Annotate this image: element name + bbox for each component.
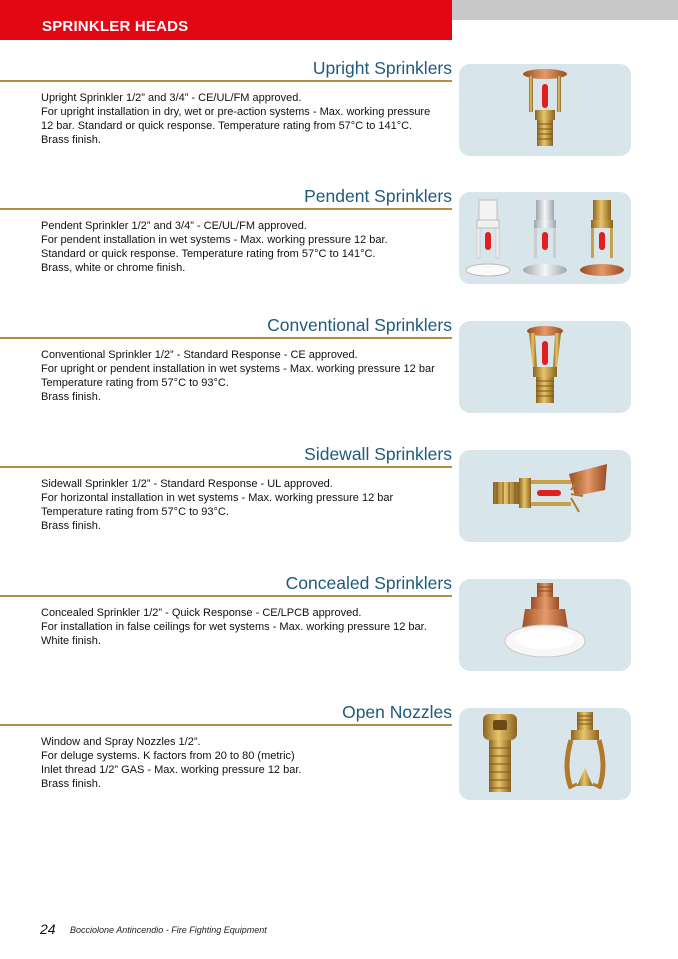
section-conventional <box>0 315 678 433</box>
description-line: Brass, white or chrome finish. <box>41 262 186 274</box>
section-description <box>41 91 451 147</box>
section-title: Upright Sprinklers <box>312 58 452 78</box>
section-description <box>41 348 451 404</box>
section-title: Conventional Sprinklers <box>267 315 452 335</box>
description-line: For installation in false ceilings for wet systems - Max. working pressure 12 bar. <box>41 621 427 633</box>
description-line: Brass finish. <box>41 391 101 403</box>
section-open-nozzles <box>0 702 678 820</box>
upright-sprinkler-image <box>459 64 631 156</box>
description-line: Concealed Sprinkler 1/2” - Quick Response - CE/LPCB approved. <box>41 607 362 619</box>
section-description <box>41 219 451 275</box>
description-line: 12 bar. Standard or quick response. Temperature rating from 57°C to 141°C. <box>41 120 413 132</box>
section-divider <box>0 80 452 82</box>
section-divider <box>0 724 452 726</box>
description-line: Brass finish. <box>41 520 101 532</box>
description-line: Pendent Sprinkler 1/2” and 3/4” - CE/UL/FM approved. <box>41 220 307 232</box>
description-line: For upright installation in dry, wet or pre-action systems - Max. working pressure <box>41 106 431 118</box>
description-line: For deluge systems. K factors from 20 to 80 (metric) <box>41 750 295 762</box>
concealed-sprinkler-image <box>459 579 631 671</box>
section-title: Concealed Sprinklers <box>285 573 452 593</box>
description-line: Inlet thread 1/2” GAS - Max. working pressure 12 bar. <box>41 764 302 776</box>
open-nozzles-image <box>459 708 631 800</box>
conventional-sprinkler-image <box>459 321 631 413</box>
section-pendent <box>0 186 678 304</box>
section-description <box>41 606 451 648</box>
page-title: SPRINKLER HEADS <box>42 18 189 35</box>
section-divider <box>0 466 452 468</box>
description-line: Window and Spray Nozzles 1/2”. <box>41 736 201 748</box>
description-line: Brass finish. <box>41 778 101 790</box>
section-title: Pendent Sprinklers <box>304 186 452 206</box>
section-concealed <box>0 573 678 691</box>
page-number: 24 <box>40 921 56 937</box>
pendent-sprinklers-image <box>459 192 631 284</box>
description-line: For upright or pendent installation in wet systems - Max. working pressure 12 bar <box>41 363 435 375</box>
description-line: Upright Sprinkler 1/2” and 3/4” - CE/UL/FM approved. <box>41 92 302 104</box>
description-line: Temperature rating from 57°C to 93°C. <box>41 377 229 389</box>
section-title: Sidewall Sprinklers <box>304 444 452 464</box>
section-divider <box>0 208 452 210</box>
description-line: Sidewall Sprinkler 1/2” - Standard Response - UL approved. <box>41 478 333 490</box>
section-description <box>41 477 451 533</box>
description-line: Conventional Sprinkler 1/2” - Standard Response - CE approved. <box>41 349 358 361</box>
description-line: White finish. <box>41 635 101 647</box>
description-line: For horizontal installation in wet systems - Max. working pressure 12 bar <box>41 492 394 504</box>
description-line: For pendent installation in wet systems - Max. working pressure 12 bar. <box>41 234 388 246</box>
description-line: Standard or quick response. Temperature rating from 57°C to 141°C. <box>41 248 376 260</box>
description-line: Temperature rating from 57°C to 93°C. <box>41 506 229 518</box>
section-title: Open Nozzles <box>342 702 452 722</box>
footer-text: Bocciolone Antincendio - Fire Fighting Equipment <box>70 925 267 935</box>
sidewall-sprinkler-image <box>459 450 631 542</box>
section-divider <box>0 337 452 339</box>
section-description <box>41 735 451 791</box>
section-upright <box>0 58 678 176</box>
header-grey-tab <box>452 0 678 20</box>
description-line: Brass finish. <box>41 134 101 146</box>
section-sidewall <box>0 444 678 562</box>
section-divider <box>0 595 452 597</box>
